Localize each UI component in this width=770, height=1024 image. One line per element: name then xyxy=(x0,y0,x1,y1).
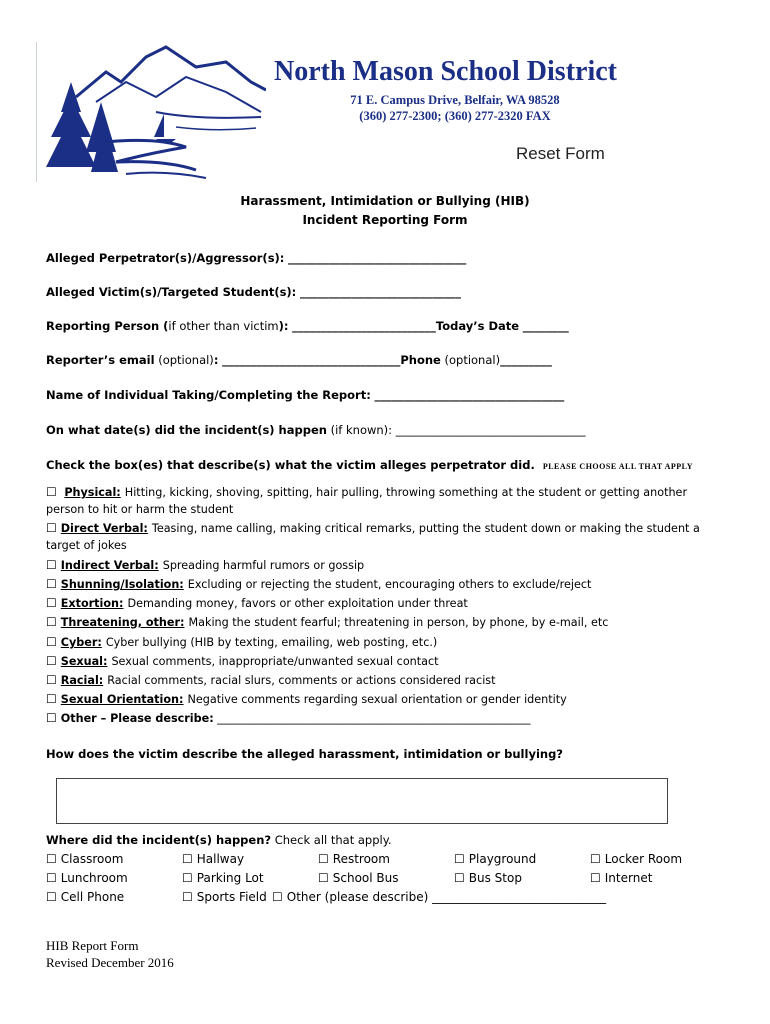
reporting-label: Reporting Person ( xyxy=(46,319,169,333)
location-label: Parking Lot xyxy=(196,871,264,885)
checkbox-icon[interactable]: ☐ xyxy=(46,692,57,706)
form-title: Harassment, Intimidation or Bullying (HIB) xyxy=(240,194,530,208)
behavior-item-sexual[interactable] xyxy=(46,653,706,670)
describe-question-text: How does the victim describe the alleged harassment, intimidation or bullying? xyxy=(46,747,563,761)
report-taker-label: Name of Individual Taking/Completing the Report: xyxy=(46,388,371,402)
location-question xyxy=(46,833,392,847)
behavior-label: Racial: xyxy=(60,674,104,687)
checkbox-icon[interactable]: ☐ xyxy=(590,871,601,885)
behavior-item-racial[interactable] xyxy=(46,672,706,689)
district-logo xyxy=(36,42,266,182)
location-other[interactable] xyxy=(272,890,606,904)
location-classroom[interactable] xyxy=(46,852,123,866)
location-label: Bus Stop xyxy=(468,871,522,885)
location-parking-lot[interactable] xyxy=(182,871,264,885)
footer-revision: Revised December 2016 xyxy=(46,955,174,970)
reporting-person-field[interactable] xyxy=(46,319,569,333)
behavior-item-cyber[interactable] xyxy=(46,634,706,651)
checkbox-icon[interactable]: ☐ xyxy=(46,654,57,668)
location-label: Locker Room xyxy=(604,852,683,866)
other-behavior-input-line[interactable]: ________________________________________________________ xyxy=(217,712,531,725)
checkbox-icon[interactable]: ☐ xyxy=(182,890,193,904)
checkbox-icon[interactable]: ☐ xyxy=(590,852,601,866)
victim-input-line[interactable]: ____________________________ xyxy=(299,285,461,299)
behavior-label: Sexual: xyxy=(60,655,108,668)
checkbox-icon[interactable]: ☐ xyxy=(454,852,465,866)
location-label: Restroom xyxy=(332,852,390,866)
location-bus-stop[interactable] xyxy=(454,871,522,885)
checkbox-icon[interactable]: ☐ xyxy=(46,890,57,904)
perpetrator-input-line[interactable]: _______________________________ xyxy=(288,251,467,265)
location-question-note: Check all that apply. xyxy=(274,833,392,847)
location-locker-room[interactable] xyxy=(590,852,682,866)
location-label: Other (please describe) xyxy=(286,890,429,904)
behavior-desc: Cyber bullying (HIB by texting, emailing, web posting, etc.) xyxy=(105,636,438,649)
checkbox-icon[interactable]: ☐ xyxy=(46,852,57,866)
behavior-desc: Excluding or rejecting the student, encouraging others to exclude/reject xyxy=(187,578,592,591)
describe-question xyxy=(46,747,563,761)
behavior-label: Extortion: xyxy=(60,597,124,610)
behavior-label: Sexual Orientation: xyxy=(60,693,184,706)
checkbox-icon[interactable]: ☐ xyxy=(46,871,57,885)
behavior-desc: Teasing, name calling, making critical remarks, putting the student down or making the student a target of jokes xyxy=(46,522,700,552)
checkbox-icon[interactable]: ☐ xyxy=(46,485,57,499)
reporting-note: if other than victim xyxy=(168,319,279,333)
phone-input-line[interactable]: _________ xyxy=(500,353,552,367)
behavior-label: Shunning/Isolation: xyxy=(60,578,184,591)
checkbox-icon[interactable]: ☐ xyxy=(46,558,57,572)
checkbox-icon[interactable]: ☐ xyxy=(182,852,193,866)
other-behavior-label: Other – Please describe: xyxy=(60,712,214,725)
behavior-item-other[interactable] xyxy=(46,710,706,727)
behavior-question xyxy=(46,458,693,472)
behavior-label: Indirect Verbal: xyxy=(60,559,159,572)
location-sports-field[interactable] xyxy=(182,890,267,904)
district-name: North Mason School District xyxy=(274,56,617,87)
phone-label: Phone xyxy=(400,353,441,367)
location-school-bus[interactable] xyxy=(318,871,399,885)
victim-label: Alleged Victim(s)/Targeted Student(s): xyxy=(46,285,297,299)
behavior-item-sexual-orientation[interactable] xyxy=(46,691,706,708)
victim-description-textbox[interactable] xyxy=(56,778,668,824)
behavior-desc: Spreading harmful rumors or gossip xyxy=(162,559,365,572)
victim-field[interactable] xyxy=(46,285,461,299)
location-label: Lunchroom xyxy=(60,871,128,885)
form-subtitle: Incident Reporting Form xyxy=(302,213,468,227)
checkbox-icon[interactable]: ☐ xyxy=(272,890,283,904)
reporting-input-line[interactable]: _________________________ xyxy=(292,319,436,333)
checkbox-icon[interactable]: ☐ xyxy=(46,596,57,610)
behavior-desc: Racial comments, racial slurs, comments or actions considered racist xyxy=(107,674,496,687)
location-restroom[interactable] xyxy=(318,852,390,866)
checkbox-icon[interactable]: ☐ xyxy=(46,635,57,649)
behavior-desc: Making the student fearful; threatening in person, by phone, by e-mail, etc xyxy=(188,616,609,629)
checkbox-icon[interactable]: ☐ xyxy=(46,521,57,535)
location-label: Hallway xyxy=(196,852,245,866)
behavior-item-shunning[interactable] xyxy=(46,576,706,593)
location-label: School Bus xyxy=(332,871,399,885)
checkbox-icon[interactable]: ☐ xyxy=(46,711,57,725)
location-question-text: Where did the incident(s) happen? xyxy=(46,833,272,847)
district-address: 71 E. Campus Drive, Belfair, WA 98528 xyxy=(350,93,560,107)
email-colon: : xyxy=(213,353,219,367)
behavior-desc: Hitting, kicking, shoving, spitting, hair pulling, throwing something at the student or getting another person to hit or harm the student xyxy=(46,486,688,516)
location-label: Classroom xyxy=(60,852,124,866)
perpetrator-field[interactable] xyxy=(46,251,466,265)
behavior-item-indirect-verbal[interactable] xyxy=(46,557,706,574)
reporting-colon: ): xyxy=(278,319,289,333)
phone-note: (optional) xyxy=(444,353,501,367)
behavior-label: Cyber: xyxy=(60,636,102,649)
checkbox-icon[interactable]: ☐ xyxy=(46,673,57,687)
email-label: Reporter’s email xyxy=(46,353,155,367)
location-label: Playground xyxy=(468,852,537,866)
behavior-item-direct-verbal[interactable] xyxy=(46,520,706,554)
location-label: Cell Phone xyxy=(60,890,125,904)
todays-date-input-line[interactable]: ________ xyxy=(522,319,569,333)
location-hallway[interactable] xyxy=(182,852,244,866)
location-playground[interactable] xyxy=(454,852,536,866)
perpetrator-label: Alleged Perpetrator(s)/Aggressor(s): xyxy=(46,251,285,265)
behavior-desc: Demanding money, favors or other exploitation under threat xyxy=(127,597,468,610)
report-taker-field[interactable] xyxy=(46,388,564,402)
incident-date-input-line[interactable]: _________________________________ xyxy=(395,423,586,437)
behavior-question-note: PLEASE CHOOSE ALL THAT APPLY xyxy=(542,462,694,471)
location-label: Internet xyxy=(604,871,653,885)
behavior-label: Physical: xyxy=(64,486,121,499)
checkbox-icon[interactable]: ☐ xyxy=(318,871,329,885)
behavior-question-text: Check the box(es) that describe(s) what the victim alleges perpetrator did. xyxy=(46,458,535,472)
behavior-item-physical[interactable] xyxy=(46,484,706,518)
behavior-item-threatening[interactable] xyxy=(46,614,706,631)
location-cell-phone[interactable] xyxy=(46,890,124,904)
behavior-desc: Sexual comments, inappropriate/unwanted sexual contact xyxy=(111,655,439,668)
checkbox-icon[interactable]: ☐ xyxy=(454,871,465,885)
district-phones: (360) 277-2300; (360) 277-2320 FAX xyxy=(359,109,551,123)
email-input-line[interactable]: _______________________________ xyxy=(222,353,401,367)
incident-date-field[interactable] xyxy=(46,423,585,437)
behavior-item-extortion[interactable] xyxy=(46,595,706,612)
location-label: Sports Field xyxy=(196,890,267,904)
checkbox-icon[interactable]: ☐ xyxy=(46,577,57,591)
email-field[interactable] xyxy=(46,353,552,367)
behavior-label: Threatening, other: xyxy=(60,616,185,629)
checkbox-icon[interactable]: ☐ xyxy=(46,615,57,629)
incident-date-note: (if known): xyxy=(330,423,393,437)
behavior-label: Direct Verbal: xyxy=(60,522,148,535)
email-note: (optional) xyxy=(158,353,214,367)
other-location-input-line[interactable]: _____________________________ xyxy=(432,890,607,904)
incident-date-label: On what date(s) did the incident(s) happen xyxy=(46,423,327,437)
location-lunchroom[interactable] xyxy=(46,871,128,885)
location-internet[interactable] xyxy=(590,871,652,885)
checkbox-icon[interactable]: ☐ xyxy=(318,852,329,866)
report-taker-input-line[interactable]: _________________________________ xyxy=(374,388,565,402)
todays-date-label: Today’s Date xyxy=(435,319,520,333)
reset-form-button[interactable]: Reset Form xyxy=(516,144,605,163)
checkbox-icon[interactable]: ☐ xyxy=(182,871,193,885)
behavior-desc: Negative comments regarding sexual orientation or gender identity xyxy=(187,693,567,706)
footer-form-name: HIB Report Form xyxy=(46,938,139,953)
